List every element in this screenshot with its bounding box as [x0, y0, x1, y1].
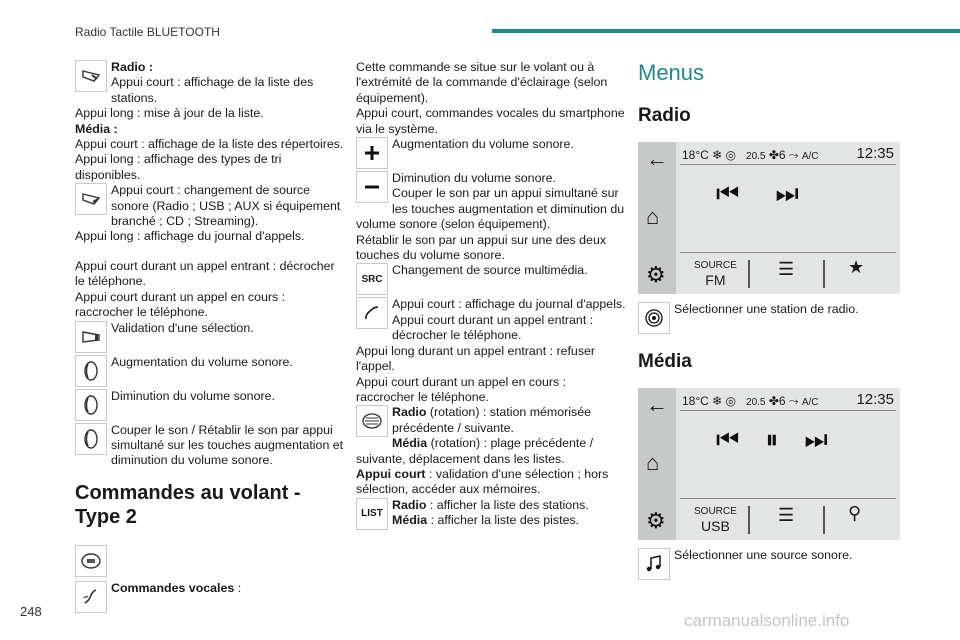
previous-icon[interactable]: ⏮ — [716, 178, 740, 208]
src-icon: SRC — [356, 263, 388, 295]
list-block — [356, 498, 628, 532]
text: Appui court durant un appel entrant : décrocher le téléphone. — [392, 312, 594, 343]
text: Appui court : affichage de la liste des répertoires. — [75, 137, 344, 152]
phone-icon — [356, 297, 388, 329]
text: Appui court durant un appel entrant : décrocher le téléphone. — [75, 258, 335, 289]
back-icon[interactable]: ← — [646, 146, 668, 171]
validation-block — [75, 321, 347, 355]
steering-control-icon — [75, 60, 107, 92]
text: : afficher la liste des pistes. — [427, 513, 580, 528]
steering-wheel-icon — [75, 545, 107, 577]
rotary-block — [356, 405, 628, 497]
source-button[interactable] — [694, 260, 737, 288]
text: Appui long durant un appel entrant : refuser l'appel. — [356, 343, 596, 374]
text: Validation d'une sélection. — [111, 320, 254, 335]
steering-control-icon — [75, 321, 107, 353]
label-short-press: Appui court — [356, 466, 426, 481]
voice-command-icon — [75, 581, 107, 613]
home-icon[interactable]: ⌂ — [646, 204, 660, 229]
source-value: USB — [701, 518, 730, 534]
caption: Sélectionner une source sonore. — [674, 548, 853, 562]
text: (rotation) : station mémorisée précédente / suivante. — [392, 405, 592, 435]
list-icon[interactable]: ☰ — [778, 505, 795, 525]
label-radio: Radio — [392, 497, 427, 512]
text: Appui court durant un appel en cours : raccrocher le téléphone. — [356, 374, 567, 404]
running-header: Radio Tactile BLUETOOTH — [75, 25, 220, 39]
rotary-wheel-icon — [356, 405, 388, 437]
list-icon[interactable]: ☰ — [778, 259, 795, 279]
label-media: Média : — [75, 121, 118, 136]
music-note-icon — [638, 548, 670, 580]
home-icon[interactable]: ⌂ — [646, 450, 660, 475]
column-1 — [75, 60, 347, 615]
label-radio: Radio — [392, 405, 427, 420]
radio-caption-row — [638, 302, 900, 336]
text: Augmentation du volume sonore. — [392, 137, 574, 152]
text: : afficher la liste des stations. — [426, 497, 589, 512]
divider — [680, 252, 896, 253]
steering-wheel-block — [75, 545, 347, 579]
volume-down-block — [75, 389, 347, 423]
source-value: FM — [705, 272, 726, 288]
screen-sidebar — [638, 142, 676, 294]
media-caption-row — [638, 548, 900, 582]
text: Couper le son par un appui simultané sur les touches augmentation et diminution du volume sonore (selon équipement). — [356, 186, 625, 232]
menus-title: Menus — [638, 60, 705, 85]
caption: Sélectionner une station de radio. — [674, 302, 859, 316]
label-media: Média — [392, 513, 428, 528]
text: Appui long : affichage des types de tri disponibles. — [75, 152, 282, 182]
column-3 — [638, 60, 900, 596]
playback-controls — [716, 424, 828, 454]
header-accent-bar — [492, 29, 960, 33]
plus-icon — [356, 137, 388, 169]
ac-label: A/C — [801, 397, 819, 408]
text: : — [234, 580, 242, 595]
watermark: carmanualsonline.info — [684, 611, 850, 630]
label-voice-commands: Commandes vocales — [111, 580, 235, 595]
fan-value: 20.5 — [746, 151, 766, 162]
plus-block — [356, 137, 628, 171]
separator — [748, 260, 750, 288]
next-icon[interactable]: ⏭ — [804, 424, 828, 454]
text: Appui long : mise à jour de la liste. — [75, 106, 264, 121]
radio-signal-icon — [638, 302, 670, 334]
page-number: 248 — [20, 604, 42, 619]
clock: 12:35 — [856, 145, 894, 162]
minus-block — [356, 171, 628, 263]
radio-screen — [638, 142, 900, 294]
radio-heading: Radio — [638, 105, 691, 126]
radio-media-list-block — [75, 60, 347, 183]
label-radio: Radio : — [111, 60, 153, 74]
voice-desc — [356, 60, 628, 137]
text: Appui court : affichage du journal d'appels. — [392, 297, 626, 312]
volume-wheel-icon — [75, 389, 107, 421]
status-bar: 18°C ❄ ◎ 20.5 ✤6 ⤳ A/C — [682, 394, 819, 408]
separator — [823, 260, 825, 288]
settings-icon[interactable]: ⚙ — [646, 508, 666, 533]
text: (rotation) : plage précédente / suivante, déplacement dans les listes. — [356, 436, 594, 466]
column-2 — [356, 60, 628, 532]
text: Couper le son / Rétablir le son par appui simultané sur les touches augmentation et diminution du volume sonore. — [111, 422, 344, 468]
text: Rétablir le son par un appui sur une des deux touches du volume sonore. — [356, 232, 607, 263]
source-label: SOURCE — [694, 506, 737, 517]
text: Diminution du volume sonore. — [392, 171, 556, 186]
phone-journal-block — [356, 297, 628, 405]
text: Cette commande se situe sur le volant ou à l'extrémité de la commande d'éclairage (selon équipement). — [356, 60, 608, 105]
source-label: SOURCE — [694, 260, 737, 271]
text: Diminution du volume sonore. — [111, 388, 275, 403]
screen-sidebar — [638, 388, 676, 540]
divider — [680, 164, 896, 165]
text: Appui court : changement de source sonore (Radio ; USB ; AUX si équipement branché ; CD ; Streaming). — [111, 183, 341, 229]
label-media: Média — [392, 436, 428, 451]
separator — [748, 506, 750, 534]
temperature: 18°C — [682, 148, 709, 162]
list-icon: LIST — [356, 498, 388, 530]
source-block — [75, 183, 347, 245]
volume-up-block — [75, 355, 347, 389]
text: Appui court durant un appel en cours : raccrocher le téléphone. — [75, 289, 286, 320]
divider — [680, 498, 896, 499]
fan-value: 20.5 — [746, 397, 766, 408]
status-bar: 18°C ❄ ◎ 20.5 ✤6 ⤳ A/C — [682, 148, 819, 162]
voice-command-block — [75, 581, 347, 615]
divider — [680, 410, 896, 411]
fan-speed: 6 — [778, 394, 786, 408]
radio-favorite-icon[interactable]: ★ — [848, 257, 865, 277]
playback-controls — [716, 178, 799, 208]
text: Appui court : affichage de la liste des stations. — [111, 75, 314, 105]
previous-icon[interactable]: ⏮ — [716, 424, 740, 454]
next-icon[interactable]: ⏭ — [775, 178, 799, 208]
source-button[interactable] — [694, 506, 737, 534]
volume-wheel-icon — [75, 423, 107, 455]
media-screen — [638, 388, 900, 540]
media-heading: Média — [638, 351, 692, 372]
search-icon[interactable]: ⚲ — [848, 503, 862, 523]
ac-label: A/C — [801, 151, 819, 162]
clock: 12:35 — [856, 391, 894, 408]
separator — [823, 506, 825, 534]
steering-control-icon — [75, 183, 107, 215]
minus-icon — [356, 171, 388, 203]
text: : validation d'une sélection ; hors sélection, accéder aux mémoires. — [356, 466, 609, 497]
section-heading: Commandes au volant - Type 2 — [75, 481, 301, 528]
src-block — [356, 263, 628, 297]
text: Augmentation du volume sonore. — [111, 354, 293, 369]
pause-icon[interactable]: ⏸ — [765, 424, 779, 454]
volume-wheel-icon — [75, 355, 107, 387]
fan-speed: 6 — [778, 148, 786, 162]
settings-icon[interactable]: ⚙ — [646, 262, 666, 287]
text: Appui court, commandes vocales du smartphone via le système. — [356, 106, 625, 136]
text: Changement de source multimédia. — [392, 263, 588, 278]
phone-block — [75, 259, 347, 321]
text: Appui long : affichage du journal d'appels. — [75, 229, 305, 244]
back-icon[interactable]: ← — [646, 392, 668, 417]
temperature: 18°C — [682, 394, 709, 408]
mute-block — [75, 423, 347, 469]
